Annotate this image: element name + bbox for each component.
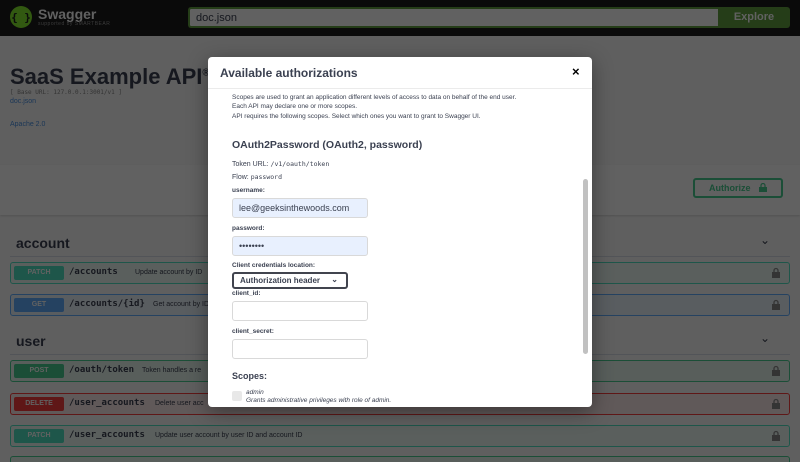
token-url-value: /v1/oauth/token [270, 160, 330, 168]
modal-header [208, 57, 592, 89]
chevron-down-icon: ⌄ [331, 275, 338, 284]
username-label: username: [232, 187, 265, 194]
close-icon[interactable]: × [572, 64, 580, 79]
modal-title: Available authorizations [220, 66, 358, 80]
token-url-label: Token URL: [232, 161, 269, 168]
client-id-label: client_id: [232, 290, 261, 297]
scope-checkbox-admin[interactable] [232, 391, 242, 401]
password-field[interactable] [232, 236, 368, 256]
scopes-description: Scopes are used to grant an application different levels of access to data on behalf of the end user. [232, 94, 517, 101]
client-location-value: Authorization header [240, 276, 321, 285]
username-field[interactable] [232, 198, 368, 218]
client-secret-field[interactable] [232, 339, 368, 359]
token-url [232, 160, 329, 168]
scopes-description: Each API may declare one or more scopes. [232, 103, 358, 110]
password-label: password: [232, 225, 265, 232]
modal-body [208, 90, 592, 407]
scopes-description: API requires the following scopes. Select which ones you want to grant to Swagger UI. [232, 113, 481, 120]
authorization-modal [208, 57, 592, 407]
flow-value: password [250, 173, 282, 181]
flow-label: Flow: [232, 174, 249, 181]
client-location-select[interactable] [232, 272, 348, 289]
scope-description: Grants administrative privileges with role of admin. [246, 397, 392, 404]
scope-name: admin [246, 389, 264, 396]
client-id-field[interactable] [232, 301, 368, 321]
auth-scheme-name: OAuth2Password (OAuth2, password) [232, 139, 423, 151]
client-location-label: Client credentials location: [232, 262, 316, 269]
scopes-title: Scopes: [232, 371, 268, 381]
modal-scrollbar[interactable] [583, 179, 588, 354]
flow [232, 173, 282, 181]
client-secret-label: client_secret: [232, 328, 274, 335]
